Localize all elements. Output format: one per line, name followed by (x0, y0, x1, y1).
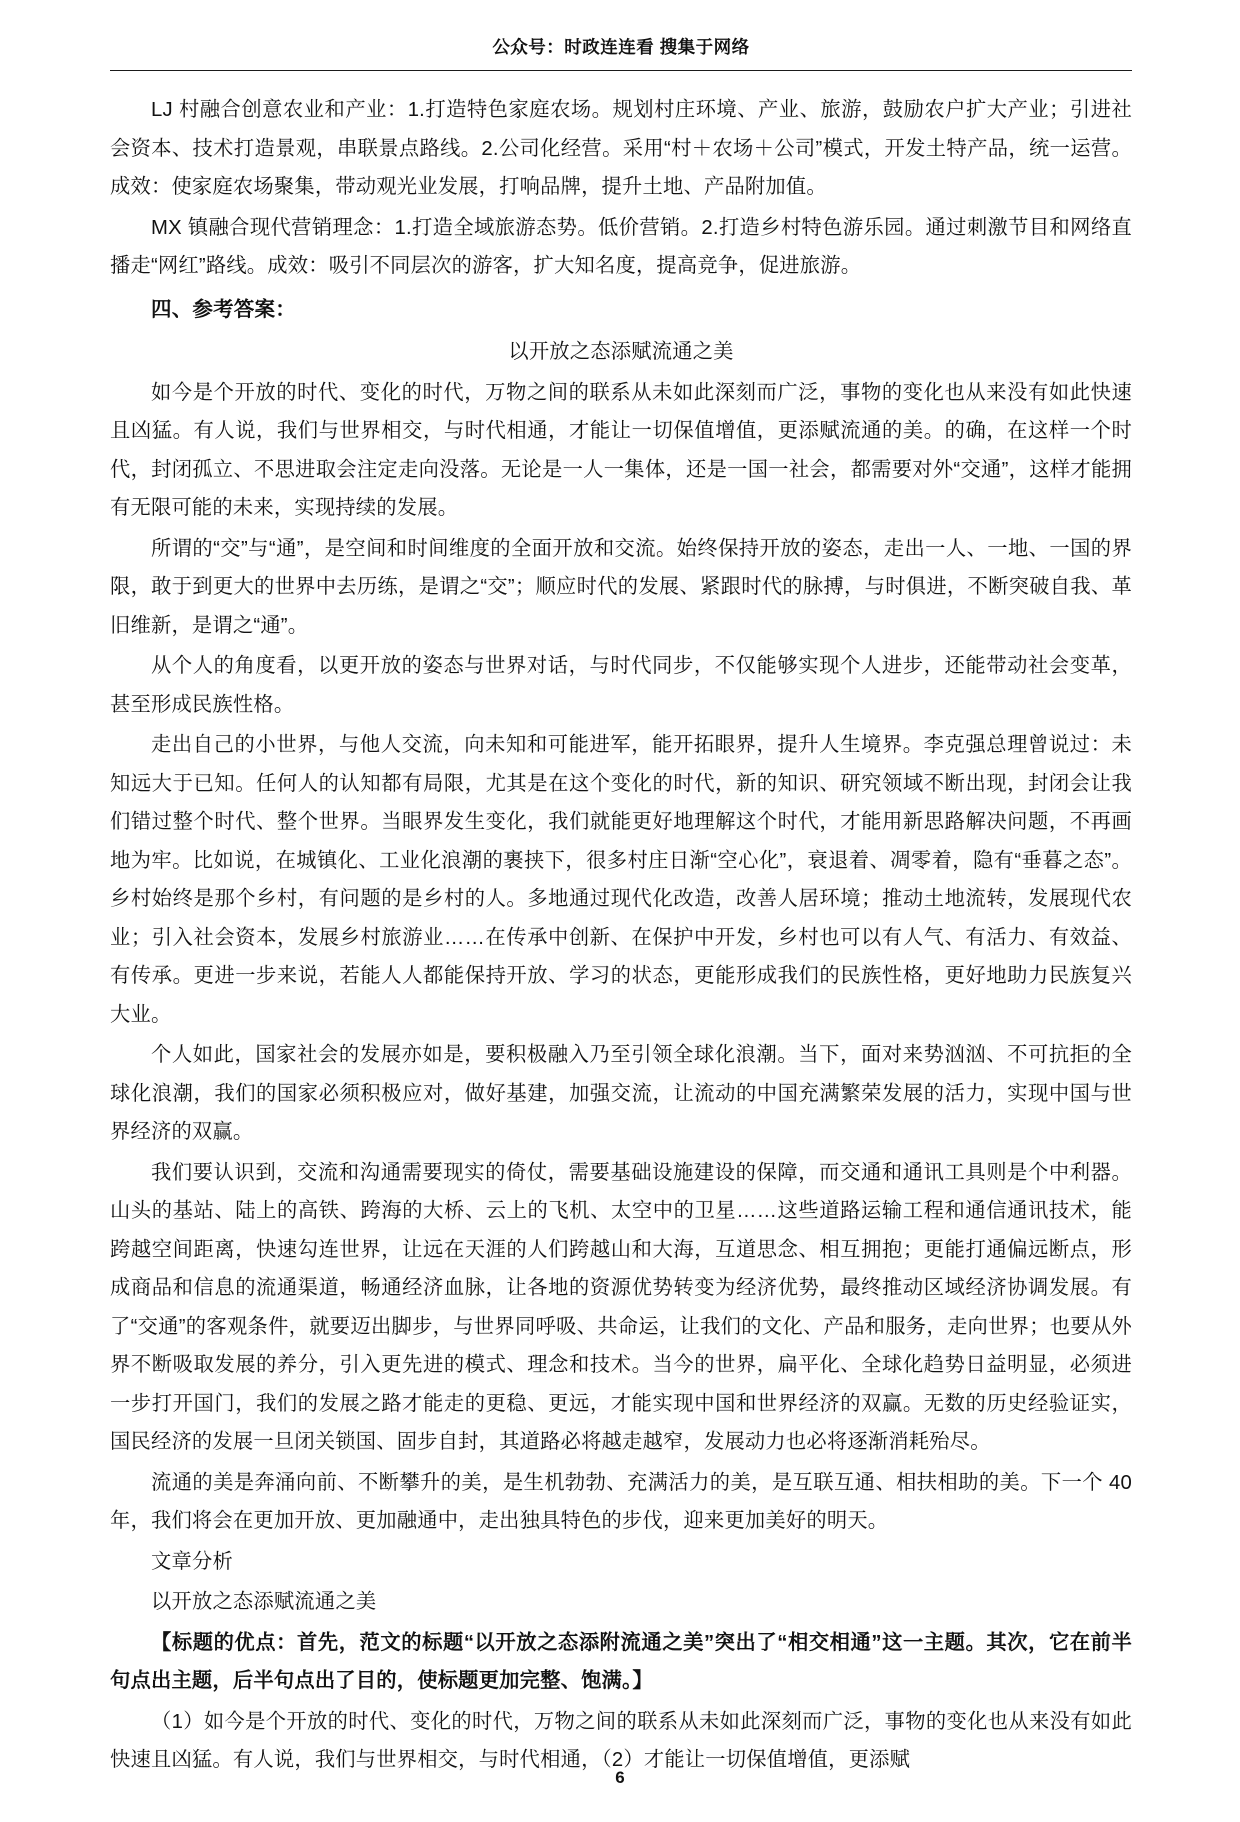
essay-paragraph-4: 走出自己的小世界，与他人交流，向未知和可能进军，能开拓眼界，提升人生境界。李克强总理曾说过：未知远大于已知。任何人的认知都有局限，尤其是在这个变化的时代，新的知识、研究领域不断出现，封闭会让我们错过整个时代、整个世界。当眼界发生变化，我们就能更好地理解这个时代，才能用新思路解决问题，不再画地为牢。比如说，在城镇化、工业化浪潮的裹挟下，很多村庄日渐“空心化”，衰退着、凋零着，隐有“垂暮之态”。乡村始终是那个乡村，有问题的是乡村的人。多地通过现代化改造，改善人居环境；推动土地流转，发展现代农业；引入社会资本，发展乡村旅游业……在传承中创新、在保护中开发，乡村也可以有人气、有活力、有效益、有传承。更进一步来说，若能人人都能保持开放、学习的状态，更能形成我们的民族性格，更好地助力民族复兴大业。 (110, 734, 1132, 1026)
section-heading-four: 四、参考答案： (151, 297, 296, 321)
essay-paragraph-3: 从个人的角度看，以更开放的姿态与世界对话，与时代同步，不仅能够实现个人进步，还能带动社会变革，甚至形成民族性格。 (110, 655, 1132, 716)
essay-title: 以开放之态添赋流通之美 (508, 340, 734, 363)
analysis-note: 【标题的优点：首先，范文的标题“以开放之态添附流通之美”突出了“相交相通”这一主题。其次，它在前半句点出主题，后半句点出了目的，使标题更加完整、饱满。】 (110, 1631, 1132, 1692)
analysis-paragraph-1: （1）如今是个开放的时代、变化的时代，万物之间的联系从未如此深刻而广泛，事物的变化也从来没有如此快速且凶猛。有人说，我们与世界相交，与时代相通，（2）才能让一切保值增值，更添赋 (110, 1710, 1132, 1771)
analysis-title: 以开放之态添赋流通之美 (151, 1591, 377, 1613)
paragraph-lj-village: LJ 村融合创意农业和产业：1.打造特色家庭农场。规划村庄环境、产业、旅游，鼓励农户扩大产业；引进社会资本、技术打造景观，串联景点路线。2.公司化经营。采用“村＋农场＋公司”模式，开发土特产品，统一运营。成效：使家庭农场聚集，带动观光业发展，打响品牌，提升土地、产品附加值。 (110, 99, 1132, 198)
essay-paragraph-5: 个人如此，国家社会的发展亦如是，要积极融入乃至引领全球化浪潮。当下，面对来势汹汹、不可抗拒的全球化浪潮，我们的国家必须积极应对，做好基建，加强交流，让流动的中国充满繁荣发展的活力，实现中国与世界经济的双赢。 (110, 1044, 1132, 1143)
essay-paragraph-1: 如今是个开放的时代、变化的时代，万物之间的联系从未如此深刻而广泛，事物的变化也从来没有如此快速且凶猛。有人说，我们与世界相交，与时代相通，才能让一切保值增值，更添赋流通的美。的确，在这样一个时代，封闭孤立、不思进取会注定走向没落。无论是一人一集体，还是一国一社会，都需要对外“交通”，这样才能拥有无限可能的未来，实现持续的发展。 (110, 381, 1132, 519)
essay-paragraph-2: 所谓的“交”与“通”，是空间和时间维度的全面开放和交流。始终保持开放的姿态，走出一人、一地、一国的界限，敢于到更大的世界中去历练，是谓之“交”；顺应时代的发展、紧跟时代的脉搏，与时俱进，不断突破自我、革旧维新，是谓之“通”。 (110, 537, 1132, 637)
essay-paragraph-7: 流通的美是奔涌向前、不断攀升的美，是生机勃勃、充满活力的美，是互联互通、相扶相助的美。下一个 40 年，我们将会在更加开放、更加融通中，走出独具特色的步伐，迎来更加美好的明天。 (110, 1471, 1132, 1532)
page-number: 6 (615, 1767, 625, 1787)
essay-paragraph-6: 我们要认识到，交流和沟通需要现实的倚仗，需要基础设施建设的保障，而交通和通讯工具则是个中利器。山头的基站、陆上的高铁、跨海的大桥、云上的飞机、太空中的卫星……这些道路运输工程和通信通讯技术，能跨越空间距离，快速勾连世界，让远在天涯的人们跨越山和大海，互道思念、相互拥抱；更能打通偏远断点，形成商品和信息的流通渠道，畅通经济血脉，让各地的资源优势转变为经济优势，最终推动区域经济协调发展。有了“交通”的客观条件，就要迈出脚步，与世界同呼吸、共命运，让我们的文化、产品和服务，走向世界；也要从外界不断吸取发展的养分，引入更先进的模式、理念和技术。当今的世界，扁平化、全球化趋势日益明显，必须进一步打开国门，我们的发展之路才能走的更稳、更远，才能实现中国和世界经济的双赢。无数的历史经验证实，国民经济的发展一旦闭关锁国、固步自封，其道路必将越走越窄，发展动力也必将逐渐消耗殆尽。 (110, 1161, 1132, 1453)
page-header: 公众号：时政连连看 搜集于网络 (492, 37, 750, 57)
paragraph-mx-town: MX 镇融合现代营销理念：1.打造全域旅游态势。低价营销。2.打造乡村特色游乐园。通过刺激节目和网络直播走“网红”路线。成效：吸引不同层次的游客，扩大知名度，提高竞争，促进旅游。 (110, 216, 1132, 277)
header-divider (110, 70, 1132, 71)
analysis-label: 文章分析 (151, 1550, 233, 1573)
document-body (110, 91, 1132, 1780)
